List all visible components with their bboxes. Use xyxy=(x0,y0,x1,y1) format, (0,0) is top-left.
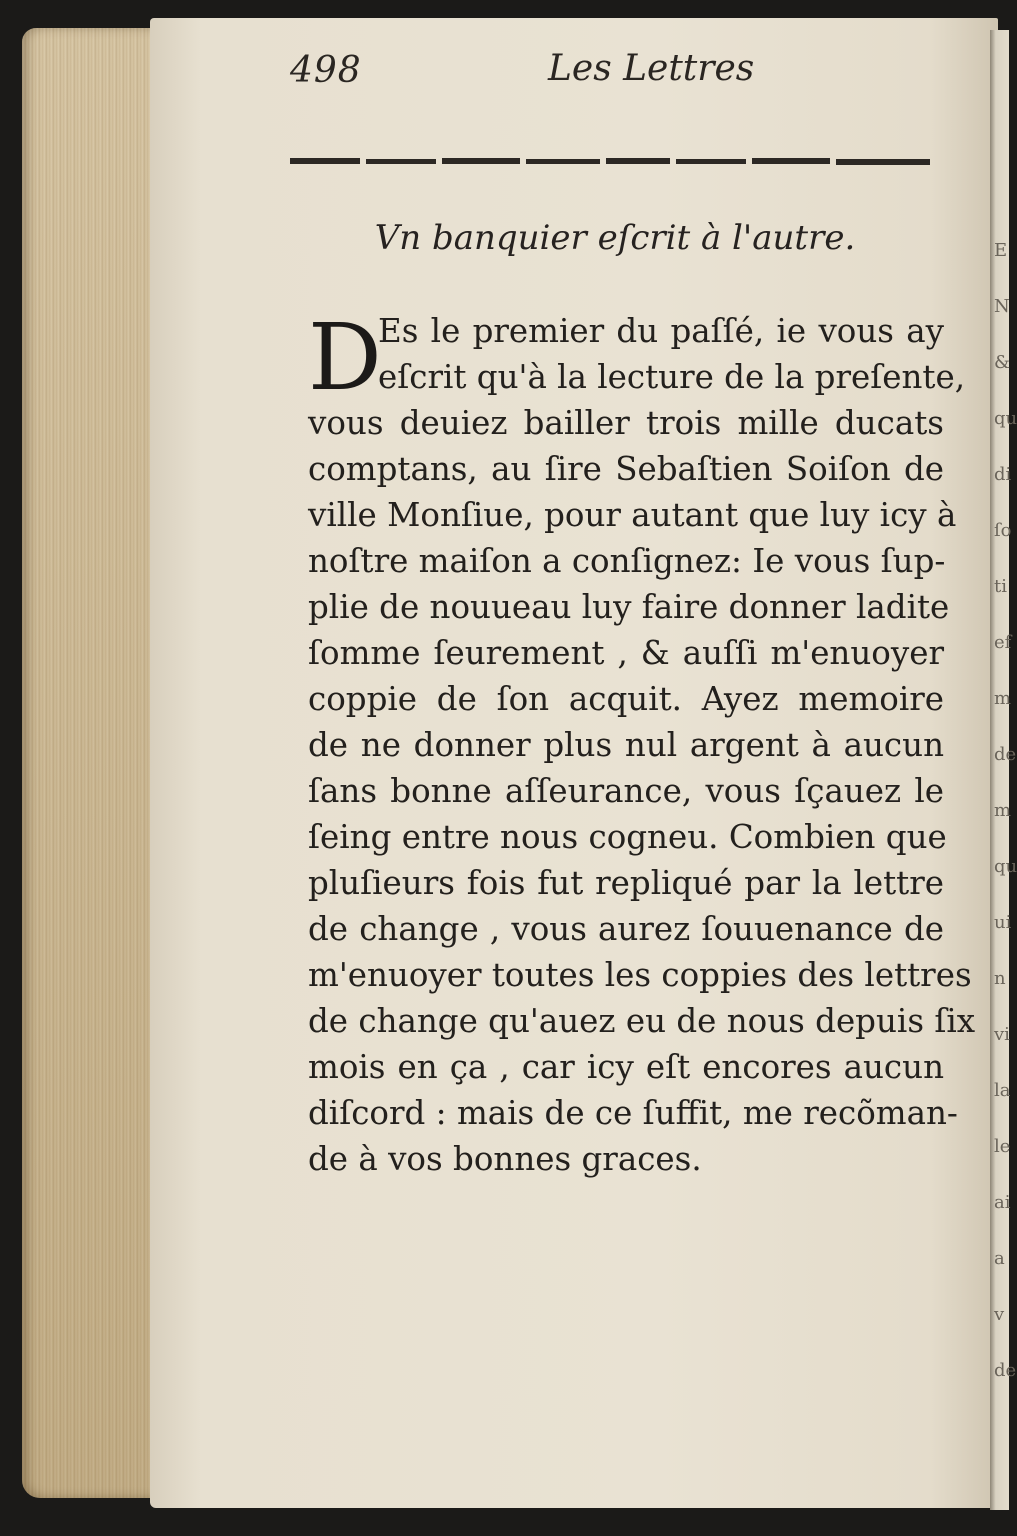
neighbor-fragment: la xyxy=(994,1080,1011,1101)
body-line: de change qu'auez eu de nous depuis ſix xyxy=(308,1002,976,1040)
body-line: pluſieurs fois fut repliqué par la lettre xyxy=(308,864,944,902)
drop-cap: D xyxy=(308,304,382,411)
neighbor-fragment: m xyxy=(994,800,1012,821)
body-line: ville Monſiue, pour autant que luy icy à xyxy=(308,496,957,534)
body-line: ſomme ſeurement , & auſſi m'enuoyer xyxy=(308,634,944,672)
neighbor-fragment: ſo xyxy=(994,520,1012,541)
running-title: Les Lettres xyxy=(548,48,755,89)
body-line: plie de nouueau luy faire donner ladite xyxy=(308,588,950,626)
body-line: de change , vous aurez ſouuenance de xyxy=(308,910,944,948)
body-line: eſcrit qu'à la lecture de la preſente, xyxy=(378,358,966,396)
neighbor-fragment: di xyxy=(994,464,1012,485)
neighbor-fragment: m xyxy=(994,688,1012,709)
body-line: ſans bonne aſſeurance, vous ſçauez le xyxy=(308,772,944,810)
body-line: diſcord : mais de ce ſuffit, me recõman- xyxy=(308,1094,958,1132)
ornament-rule xyxy=(290,155,930,169)
body-line: vous deuiez bailler trois mille ducats xyxy=(308,404,944,442)
neighbor-fragment: v xyxy=(994,1304,1005,1325)
neighbor-fragment: & xyxy=(994,352,1011,373)
neighbor-fragment: le xyxy=(994,1136,1011,1157)
neighbor-fragment: de xyxy=(994,744,1017,765)
neighbor-fragment: vi xyxy=(994,1024,1010,1045)
neighbor-fragment: de xyxy=(994,1360,1017,1381)
neighbor-page xyxy=(990,30,1017,1510)
letter-heading: Vn banquier eſcrit à l'autre. xyxy=(374,218,856,258)
neighbor-fragment: ef xyxy=(994,632,1012,653)
neighbor-fragment: E xyxy=(994,240,1008,261)
body-line: mois en ça , car icy eſt encores aucun xyxy=(308,1048,944,1086)
body-line: noſtre maiſon a conſignez: Ie vous ſup- xyxy=(308,542,946,580)
body-line: comptans, au ſire Sebaſtien Soiſon de xyxy=(308,450,944,488)
neighbor-fragment: a xyxy=(994,1248,1005,1269)
body-line: de à vos bonnes graces. xyxy=(308,1140,702,1178)
neighbor-fragment: qu xyxy=(994,856,1017,877)
body-line: Es le premier du paſſé, ie vous ay xyxy=(378,312,944,350)
neighbor-fragment: N xyxy=(994,296,1010,317)
body-line: de ne donner plus nul argent à aucun xyxy=(308,726,944,764)
neighbor-fragment: n xyxy=(994,968,1006,989)
body-line: ſeing entre nous cogneu. Combien que xyxy=(308,818,947,856)
neighbor-fragment: ai xyxy=(994,1192,1011,1213)
body-line: coppie de ſon acquit. Ayez memoire xyxy=(308,680,944,718)
body-line: m'enuoyer toutes les coppies des lettres xyxy=(308,956,972,994)
page-number: 498 xyxy=(290,50,362,91)
neighbor-fragment: qu xyxy=(994,408,1017,429)
neighbor-fragment: ui xyxy=(994,912,1012,933)
neighbor-fragment: ti xyxy=(994,576,1007,597)
